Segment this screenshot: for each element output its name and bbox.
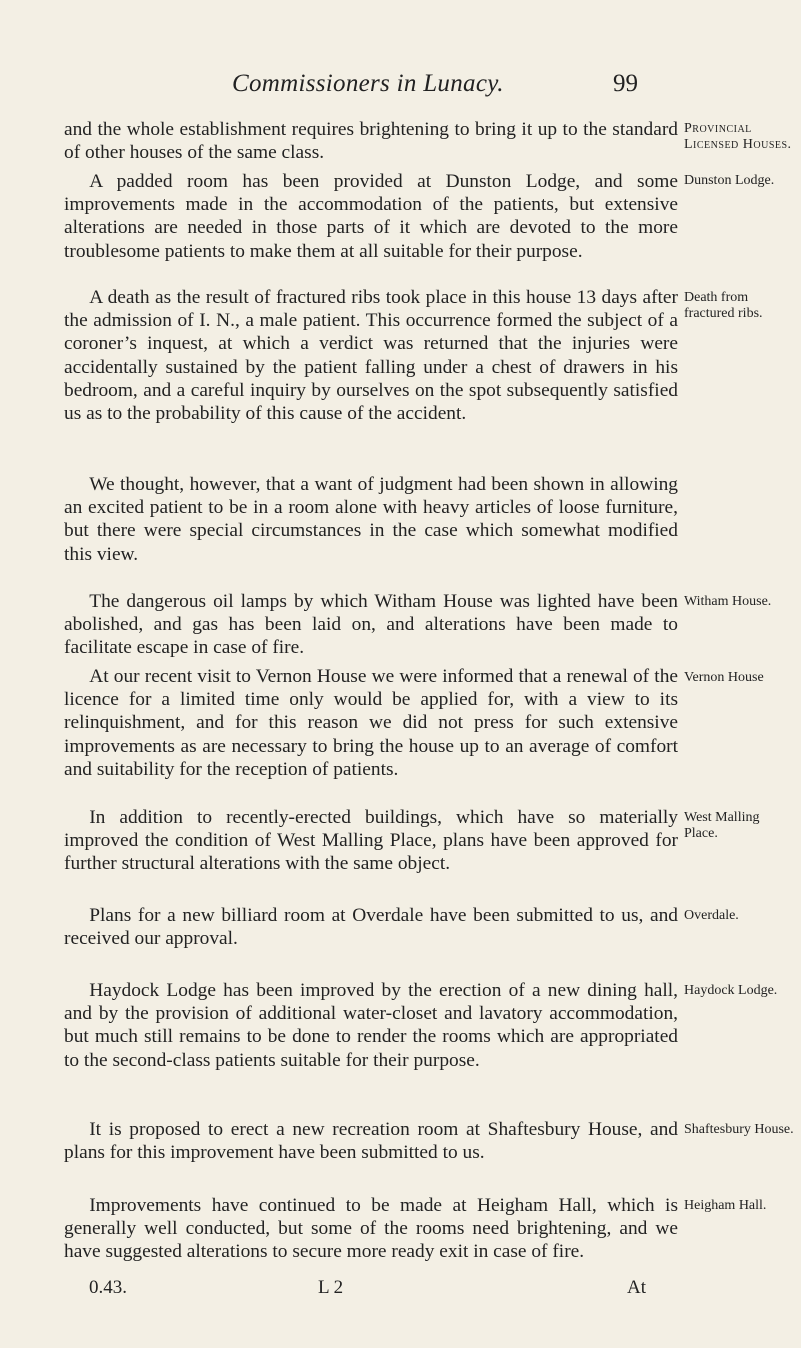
margin-note-provincial-licensed-houses: Provincial Licensed Houses.: [684, 121, 792, 152]
margin-note-dunston-lodge: Dunston Lodge.: [684, 173, 775, 188]
paragraph-4: We thought, however, that a want of judgment had been shown in allowing an excited patient to be in a room alone with heavy articles of loose furniture, but there were special circumstances in the case which somewhat modified this view.: [64, 474, 678, 565]
margin-note-shaftesbury-house: Shaftesbury House.: [684, 1122, 794, 1137]
paragraph-9: Haydock Lodge has been improved by the erection of a new dining hall, and by the provision of additional water-closet and lavatory accommodation, but much still remains to be done to render the rooms which are appropriated to the second-class patients suitable for their purpose.: [64, 980, 678, 1071]
paragraph-1: and the whole establishment requires brightening to bring it up to the standard of other houses of the same class.: [64, 119, 678, 164]
paragraph-8: Plans for a new billiard room at Overdale have been submitted to us, and received our approval.: [64, 905, 678, 950]
margin-note-death-fractured-ribs: Death from fractured ribs.: [684, 290, 763, 321]
margin-note-vernon-house: Vernon House: [684, 670, 764, 685]
footer-catchword: At: [627, 1277, 646, 1298]
paragraph-10: It is proposed to erect a new recreation room at Shaftesbury House, and plans for this improvement have been submitted to us.: [64, 1119, 678, 1164]
page-number: 99: [613, 70, 638, 97]
running-head-title: Commissioners in Lunacy.: [232, 70, 504, 97]
margin-note-west-malling-place: West Malling Place.: [684, 810, 760, 841]
page-footer: [0, 1277, 801, 1303]
footer-signature-mark: 0.43.: [89, 1277, 127, 1298]
paragraph-2: A padded room has been provided at Dunston Lodge, and some improvements made in the accommodation of the patients, but extensive alterations are needed in those parts of it which are devoted to the more troublesome patients to make them at all suitable for their purpose.: [64, 171, 678, 262]
margin-note-heigham-hall: Heigham Hall.: [684, 1198, 767, 1213]
margin-note-overdale: Overdale.: [684, 908, 739, 923]
running-head: [0, 70, 801, 100]
paragraph-6: At our recent visit to Vernon House we were informed that a renewal of the licence for a limited time only would be applied for, with a view to its relinquishment, and for this reason we did not press for such extensive improvements as are necessary to bring the house up to an average of comfort and suitability for the reception of patients.: [64, 666, 678, 780]
paragraph-5: The dangerous oil lamps by which Witham House was lighted have been abolished, and gas has been laid on, and alterations have been made to facilitate escape in case of fire.: [64, 591, 678, 659]
paragraph-11: Improvements have continued to be made at Heigham Hall, which is generally well conducted, but some of the rooms need brightening, and we have suggested alterations to secure more ready exit in case of fire.: [64, 1195, 678, 1263]
paragraph-3: A death as the result of fractured ribs took place in this house 13 days after the admission of I. N., a male patient. This occurrence formed the subject of a coroner’s inquest, at which a verdict was returned that the injuries were accidentally sustained by the patient falling under a chest of drawers in his bedroom, and a careful inquiry by ourselves on the spot subsequently satisfied us as to the probability of this cause of the accident.: [64, 287, 678, 425]
margin-note-witham-house: Witham House.: [684, 594, 772, 609]
margin-note-haydock-lodge: Haydock Lodge.: [684, 983, 778, 998]
paragraph-7: In addition to recently-erected buildings, which have so materially improved the condition of West Malling Place, plans have been approved for further structural alterations with the same object.: [64, 807, 678, 875]
footer-gathering-mark: L 2: [318, 1277, 344, 1298]
